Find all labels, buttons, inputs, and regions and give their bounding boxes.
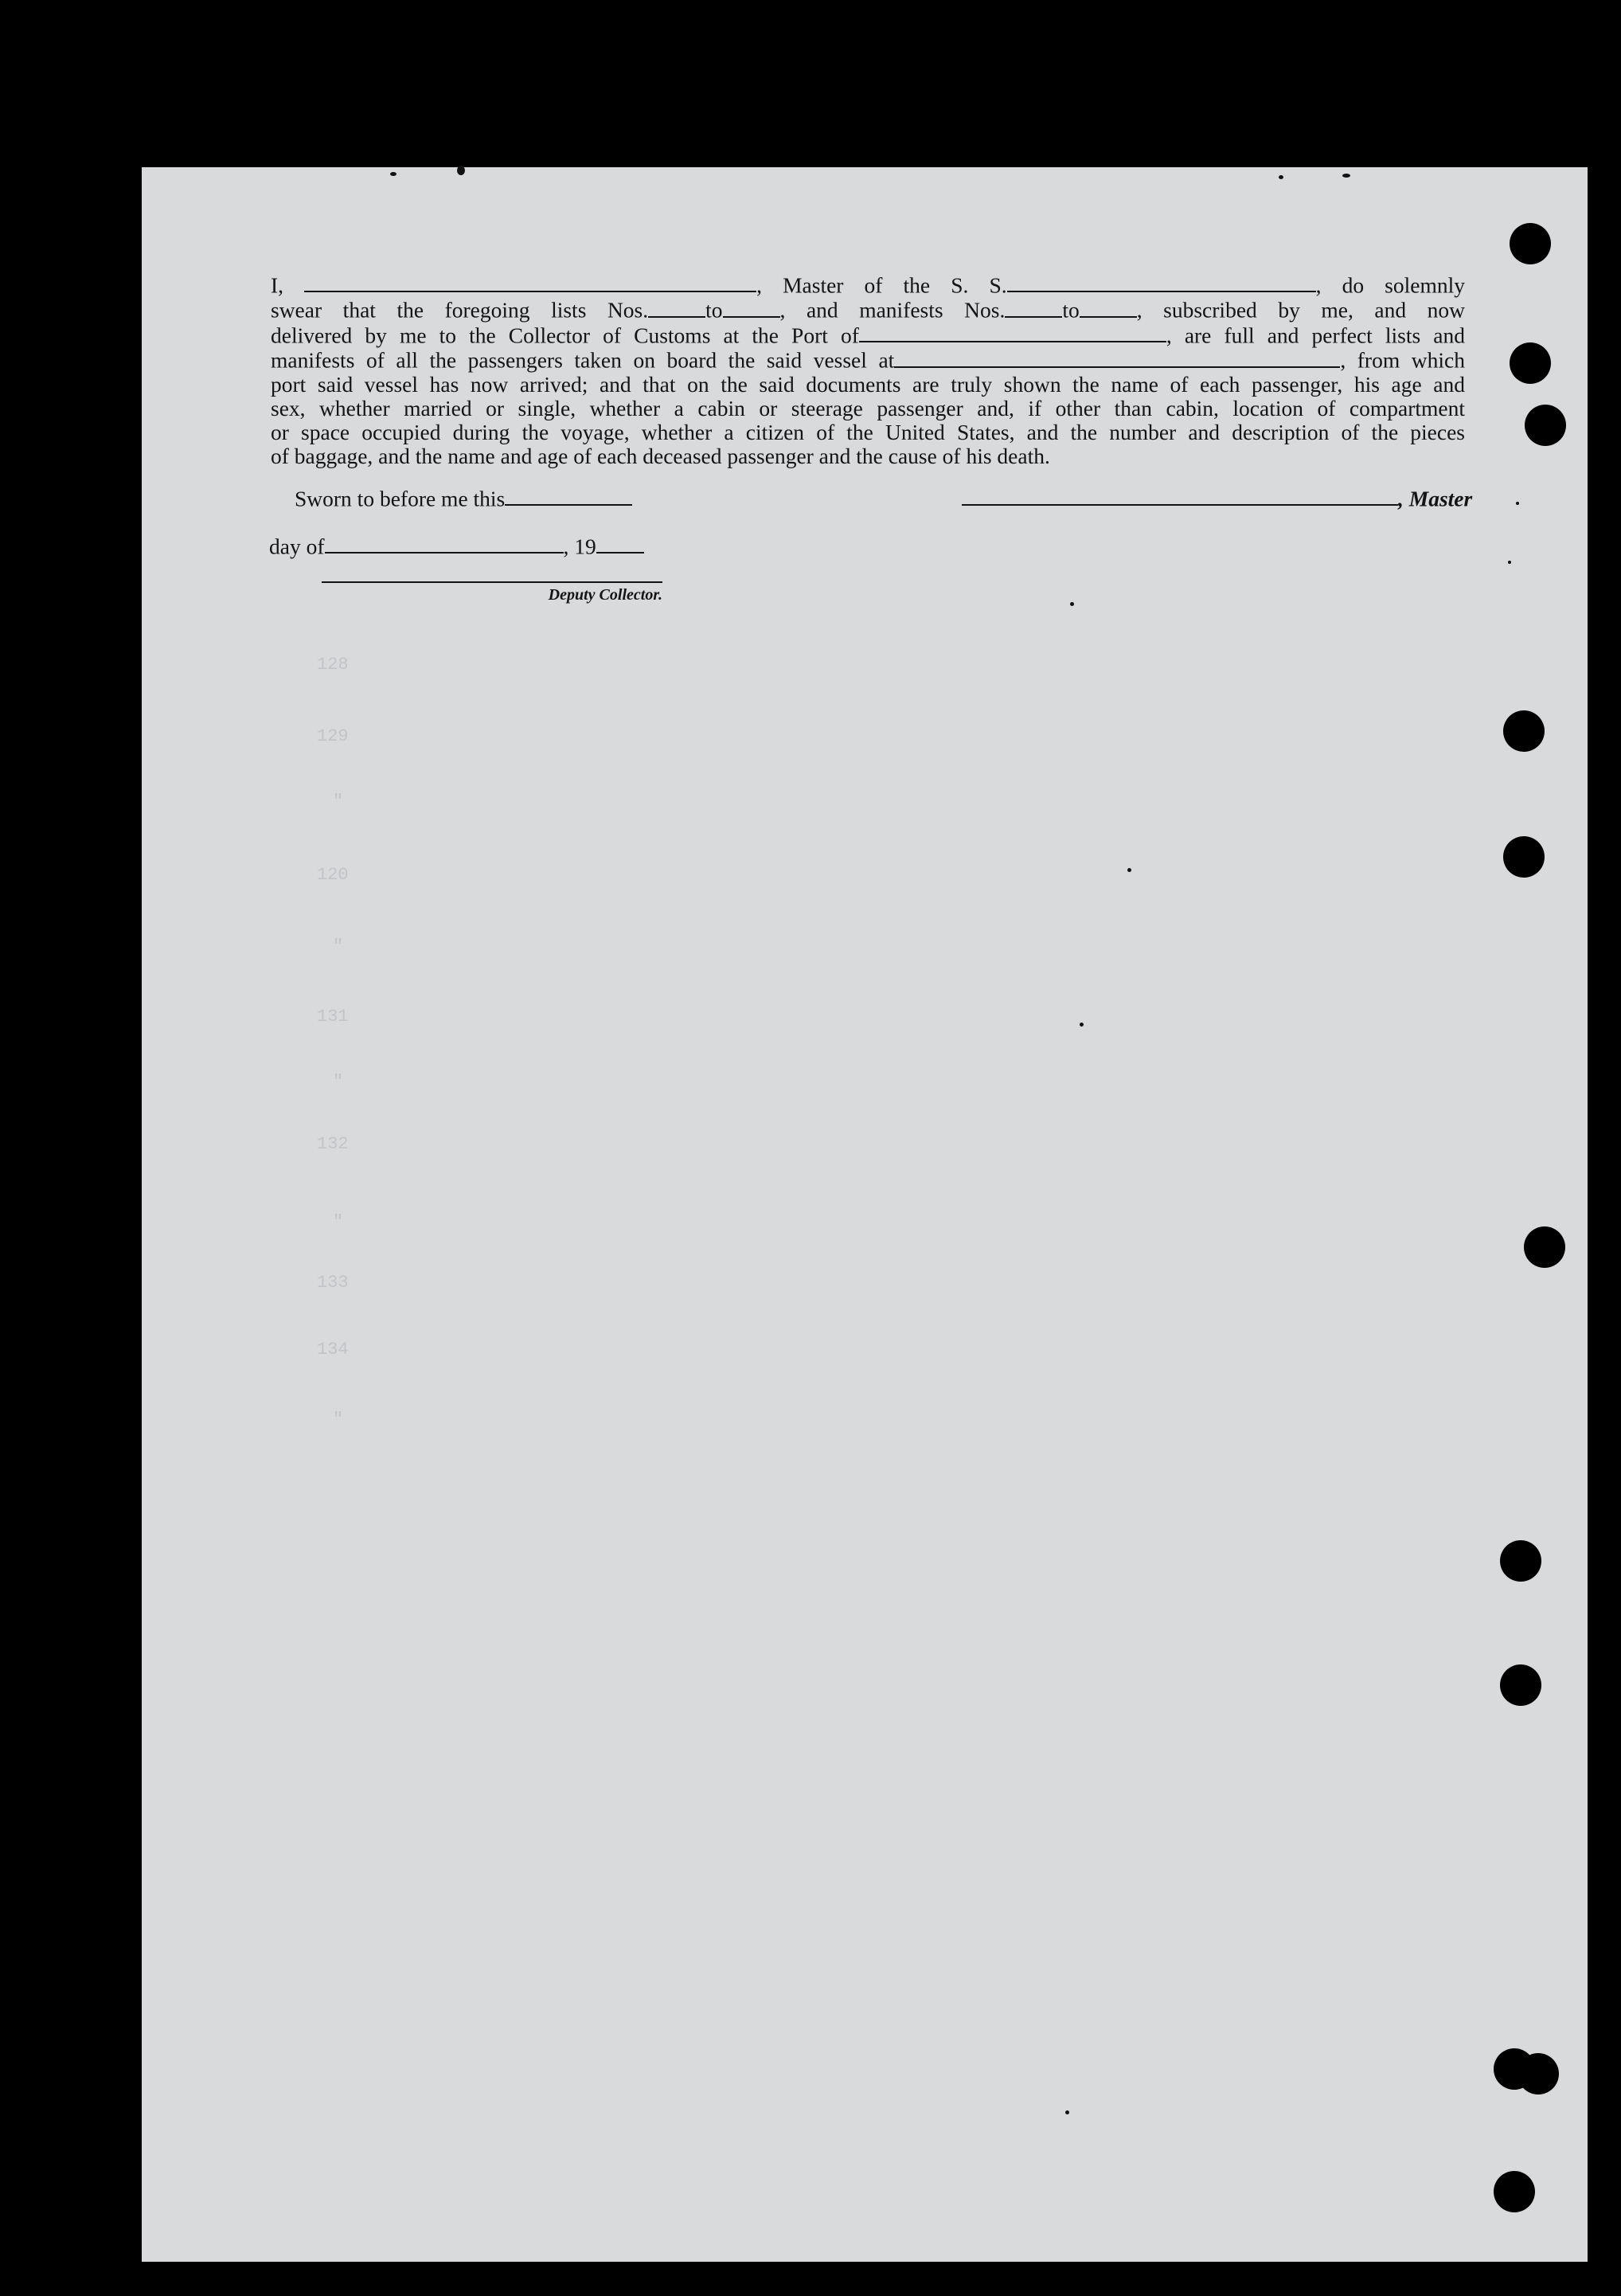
speck (1070, 602, 1074, 606)
bleed-through-row: 133 (317, 1273, 349, 1293)
oath-text: I, (271, 272, 284, 298)
oath-text: to (705, 297, 723, 323)
bleed-through-row: 131 (317, 1007, 349, 1027)
binder-hole (1510, 223, 1551, 264)
binder-hole (1503, 836, 1545, 878)
binder-hole (1510, 342, 1551, 384)
master-signature-line (962, 486, 1472, 511)
binder-hole (1500, 1540, 1541, 1582)
oath-line-1 (271, 272, 1465, 297)
oath-text: , and manifests Nos. (779, 297, 1006, 323)
speck (1342, 174, 1350, 178)
list-to-blank (723, 297, 780, 317)
speck (1279, 175, 1283, 179)
manifest-to-blank (1080, 297, 1137, 317)
binder-hole (1517, 2053, 1559, 2095)
sworn-text: Sworn to before me this (295, 486, 506, 511)
speck (1127, 868, 1131, 872)
day-of-text: day of (269, 534, 325, 559)
bleed-through-row: 120 (317, 865, 349, 885)
master-signature-blank (962, 486, 1398, 506)
binder-hole (1494, 2171, 1535, 2212)
oath-text: , are full and perfect lists and (1166, 323, 1465, 348)
speck (1508, 561, 1511, 564)
year-prefix: , 19 (563, 534, 596, 559)
master-name-blank (304, 272, 756, 292)
binder-hole (1500, 1664, 1541, 1706)
oath-text: manifests of all the passengers taken on board the said vessel at (271, 347, 895, 373)
deputy-collector-signature: Deputy Collector. (322, 581, 662, 604)
oath-line-5: port said vessel has now arrived; and that on the said documents are truly shown the name of each passenger, his age and (271, 371, 1465, 397)
speck (1080, 1023, 1084, 1027)
speck (457, 166, 465, 175)
bleed-through-row: " (333, 1212, 344, 1232)
ship-name-blank (1007, 272, 1316, 292)
oath-paragraph (271, 272, 1465, 468)
speck (1516, 502, 1519, 505)
binder-hole (1525, 405, 1566, 446)
oath-line-6: sex, whether married or single, whether a cabin or steerage passenger and, if other than cabin, location of compartment (271, 395, 1465, 420)
oath-text: , do solemnly (1315, 272, 1465, 298)
oath-line-8: of baggage, and the name and age of each deceased passenger and the cause of his death. (271, 443, 1050, 468)
binder-hole (1503, 710, 1545, 752)
oath-text: to (1062, 297, 1080, 323)
bleed-through-row: " (333, 937, 344, 956)
bleed-through-row: 129 (317, 726, 349, 746)
binder-hole (1524, 1226, 1565, 1268)
speck (390, 172, 396, 176)
master-label: , Master (1398, 486, 1473, 511)
oath-line-4 (271, 347, 1465, 372)
document-sheet (142, 167, 1588, 2262)
bleed-through-row: " (333, 1410, 344, 1430)
sworn-line (295, 486, 632, 511)
oath-text: swear that the foregoing lists Nos. (271, 297, 649, 323)
speck (1065, 2110, 1069, 2114)
oath-line-2 (271, 297, 1465, 322)
bleed-through-row: 128 (317, 655, 349, 675)
oath-text: , subscribed by me, and now (1136, 297, 1465, 323)
year-blank (596, 534, 644, 553)
bleed-through-row: 134 (317, 1340, 349, 1359)
bleed-through-row: " (333, 792, 344, 812)
manifest-from-blank (1005, 297, 1062, 317)
bleed-through-row: 132 (317, 1134, 349, 1154)
port-blank (859, 323, 1166, 342)
oath-text: delivered by me to the Collector of Customs at the Port of (271, 323, 859, 348)
oath-text: , Master of the S. S. (756, 272, 1007, 298)
oath-text: , from which (1340, 347, 1465, 373)
list-from-blank (648, 297, 705, 317)
bleed-through-row: " (333, 1072, 344, 1092)
oath-line-3 (271, 323, 1465, 347)
day-of-line (269, 534, 644, 559)
month-blank (325, 534, 564, 553)
sworn-day-blank (505, 486, 632, 506)
departure-port-blank (894, 347, 1340, 367)
oath-line-7: or space occupied during the voyage, whether a citizen of the United States, and the number and description of the pieces (271, 419, 1465, 444)
